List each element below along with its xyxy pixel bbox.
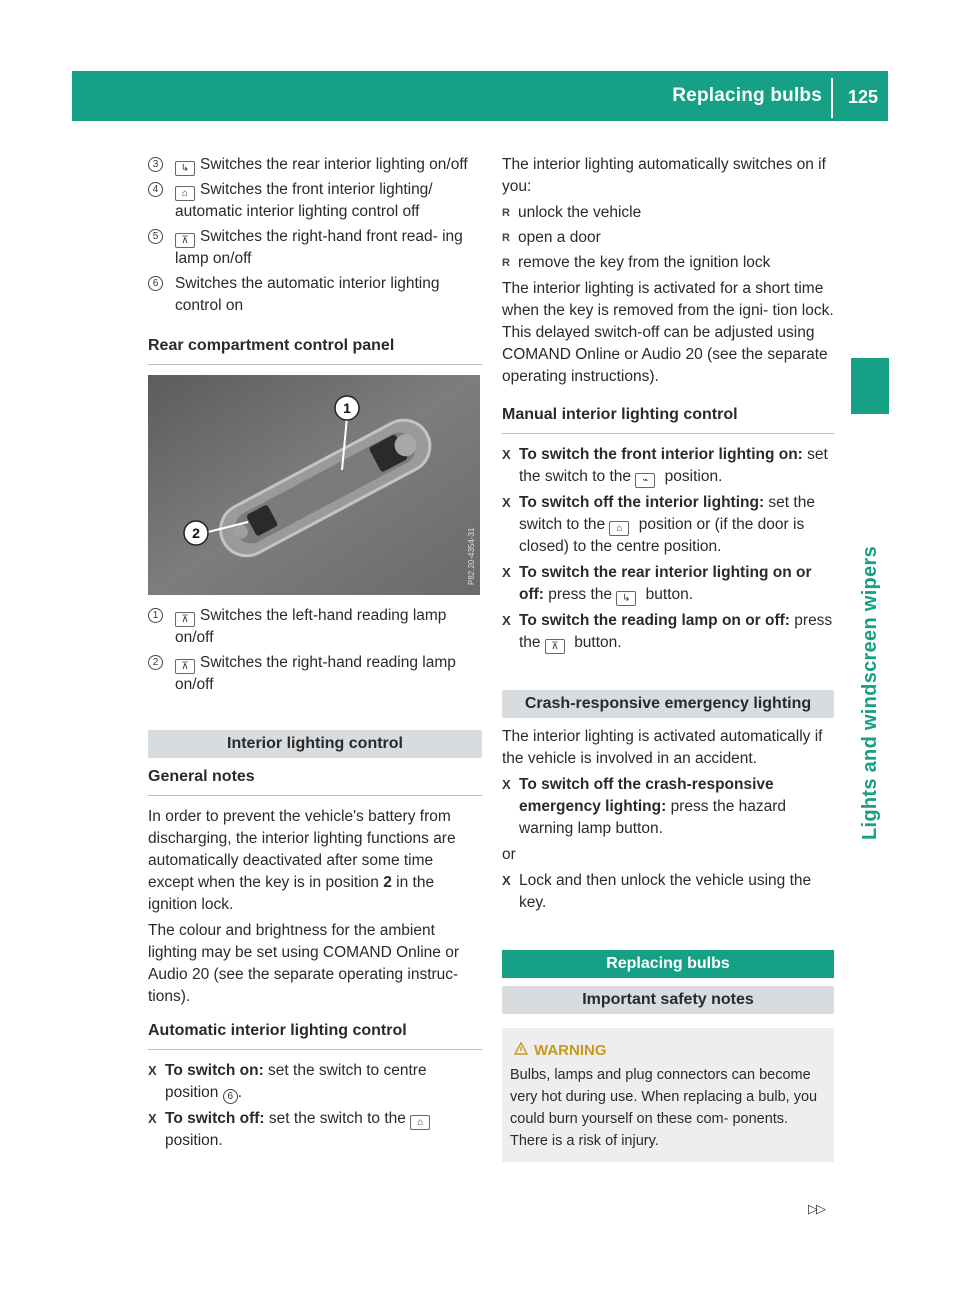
right-column	[502, 154, 834, 1162]
rear-lamp-icon: ↳	[175, 161, 195, 176]
warning-text: Bulbs, lamps and plug connectors can become very hot during use. When replacing a bulb, you could burn yourself on these com- ponents. There is a risk of injury.	[510, 1067, 818, 1149]
paragraph: The interior lighting automatically switches on if you:	[502, 156, 826, 195]
item-text: Switches the front interior lighting/ automatic interior lighting control off	[175, 181, 433, 220]
section-heading: Rear compartment control panel	[148, 335, 482, 365]
lamp-off-icon: ⌂	[175, 186, 195, 201]
instruction-step: X To switch on: set the switch to centre position 6 .	[148, 1060, 482, 1104]
warning-icon	[514, 1040, 528, 1062]
paragraph	[148, 806, 482, 916]
step-label: To switch off:	[165, 1110, 265, 1127]
step-text: set the switch to centre position	[165, 1062, 427, 1101]
warning-heading	[510, 1040, 826, 1062]
reading-lamp-icon: ⊼	[175, 233, 195, 248]
position-number: 2	[383, 874, 392, 891]
bullet-item: R unlock the vehicle	[502, 202, 834, 224]
section-band: Crash-responsive emergency lighting	[502, 690, 834, 718]
instruction-step	[502, 774, 834, 840]
instruction-step	[502, 444, 834, 488]
paragraph: The interior lighting is activated for a short time when the key is removed from the igni- tion lock. This delayed switch-off can be adjusted using COMAND Online or Audio 20 (see the separate operating instructions).	[502, 280, 834, 385]
lamp-off-icon: ⌂	[609, 521, 629, 536]
step-text: set the switch to the	[519, 446, 828, 485]
section-heading: Manual interior lighting control	[502, 404, 834, 434]
step-text: button.	[645, 586, 694, 603]
step-label: To switch the front interior lighting on:	[519, 446, 803, 463]
bullet-item: R remove the key from the ignition lock	[502, 252, 834, 274]
list-item	[148, 179, 482, 223]
step-text: press the	[519, 612, 833, 651]
step-label: To switch off the interior lighting:	[519, 494, 765, 511]
or-text: or	[502, 846, 516, 863]
callout-number: 5	[148, 229, 163, 244]
item-text: Switches the rear interior lighting on/off	[200, 156, 468, 173]
warning-box	[502, 1028, 834, 1162]
page-header-title: Replacing bulbs	[672, 85, 822, 106]
lamp-on-icon: ⌁	[635, 473, 655, 488]
lamp-off-icon: ⌂	[410, 1115, 430, 1130]
step-text: press the hazard warning lamp button.	[519, 798, 787, 837]
section-band: Important safety notes	[502, 986, 834, 1014]
left-column	[148, 154, 482, 1156]
callout-number: 4	[148, 182, 163, 197]
continue-mark: ▷▷	[808, 1201, 824, 1216]
bullet-item: R open a door	[502, 227, 834, 249]
step-label: To switch off the crash-responsive emergency lighting:	[519, 776, 774, 815]
item-text: Switches the right-hand reading lamp on/off	[175, 654, 456, 693]
section-heading: General notes	[148, 766, 482, 796]
instruction-step	[502, 610, 834, 654]
item-text: Switches the left-hand reading lamp on/off	[175, 607, 447, 646]
callout-number: 6	[223, 1089, 238, 1104]
item-text: Switches the right-hand front read- ing lamp on/off	[175, 228, 463, 267]
callout-number: 3	[148, 157, 163, 172]
list-item	[148, 226, 482, 270]
paragraph-text: in the ignition lock.	[148, 874, 435, 913]
paragraph-text: In order to prevent the vehicle's battery from discharging, the interior lighting functions are automatically deactivated after some time except when the key is in position	[148, 808, 456, 891]
control-panel-photo	[148, 375, 480, 595]
header-divider	[831, 78, 833, 118]
chapter-side-label: Lights and windscreen wipers	[859, 545, 881, 841]
step-text: position.	[664, 468, 723, 485]
photo-callout: 2	[192, 525, 200, 541]
step-text: position.	[165, 1132, 223, 1149]
paragraph: The interior lighting is activated automatically if the vehicle is involved in an accident.	[502, 728, 823, 767]
callout-number: 1	[148, 608, 163, 623]
control-panel-illustration	[148, 375, 480, 595]
section-heading: Automatic interior lighting control	[148, 1020, 482, 1050]
callout-number: 6	[148, 276, 163, 291]
item-text: Switches the automatic interior lighting control on	[175, 275, 440, 314]
instruction-step	[502, 492, 834, 558]
photo-code: P82.20-4354-31	[467, 527, 476, 585]
reading-lamp-icon: ⊼	[175, 612, 195, 627]
step-label: To switch the reading lamp on or off:	[519, 612, 790, 629]
step-label: To switch on:	[165, 1062, 264, 1079]
list-item	[148, 652, 482, 696]
reading-lamp-icon: ⊼	[545, 639, 565, 654]
list-item	[148, 273, 482, 317]
photo-callout: 1	[343, 400, 351, 416]
list-item	[148, 605, 482, 649]
step-text: press the	[548, 586, 613, 603]
section-band-green: Replacing bulbs	[502, 950, 834, 978]
list-item	[148, 154, 482, 176]
section-band: Interior lighting control	[148, 730, 482, 758]
step-text: set the switch to the	[519, 494, 815, 533]
paragraph: The colour and brightness for the ambient lighting may be set using COMAND Online or Audio 20 (see the separate operating instruc- tions).	[148, 922, 459, 1005]
rear-lamp-icon: ↳	[616, 591, 636, 606]
page-number: 125	[847, 87, 879, 107]
callout-number: 2	[148, 655, 163, 670]
step-text: button.	[574, 634, 622, 651]
step-label: To switch the rear interior lighting on or off:	[519, 564, 812, 603]
instruction-step	[502, 562, 834, 606]
warning-title: WARNING	[534, 1042, 607, 1059]
instruction-step: X Lock and then unlock the vehicle using the key.	[502, 870, 834, 914]
reading-lamp-icon: ⊼	[175, 659, 195, 674]
chapter-tab-marker	[851, 358, 889, 414]
instruction-step	[148, 1108, 482, 1152]
step-text: set the switch to the	[268, 1110, 406, 1127]
step-text: position or (if the door is closed) to the centre position.	[519, 516, 805, 555]
